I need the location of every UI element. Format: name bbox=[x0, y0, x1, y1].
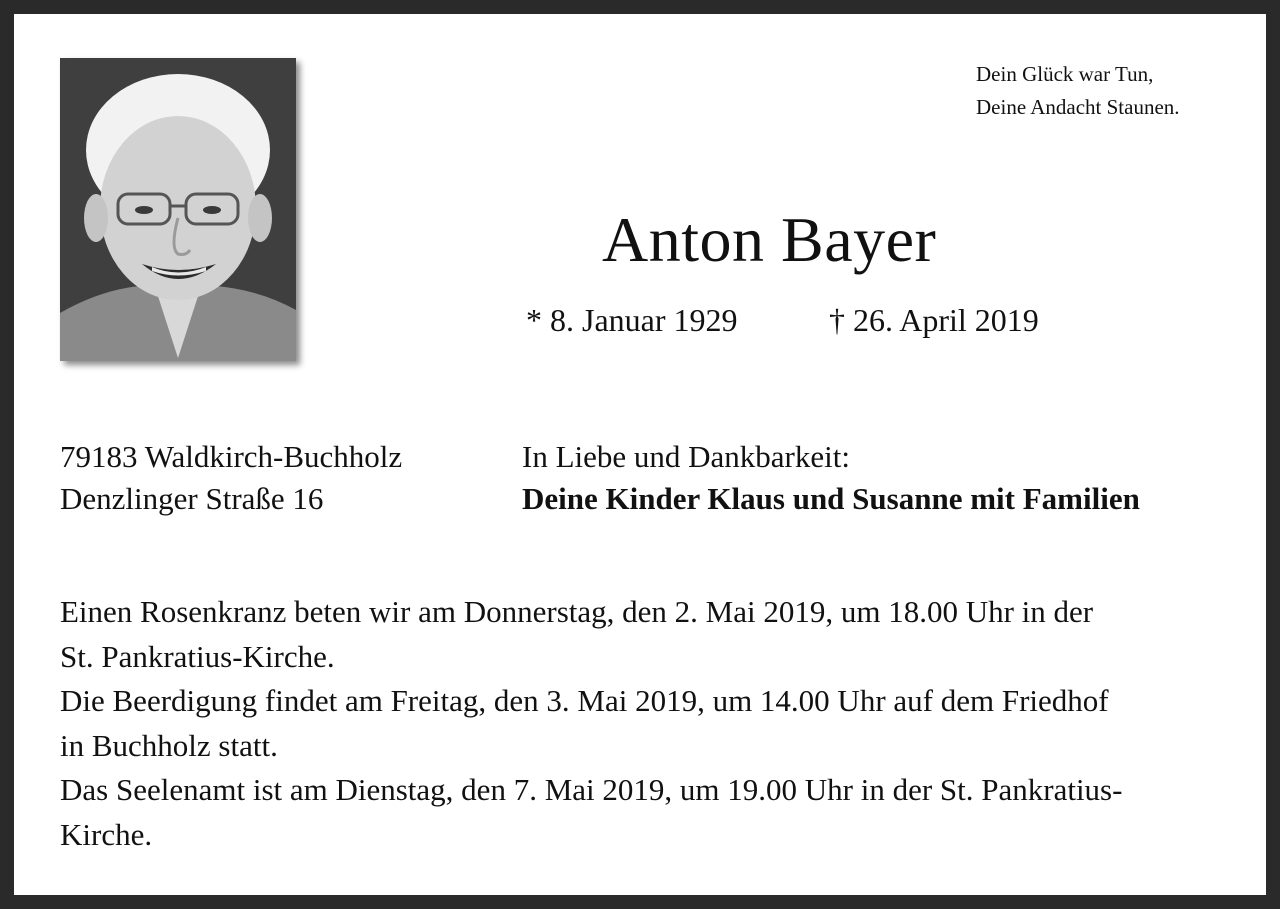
obituary-card bbox=[14, 14, 1266, 895]
notice-line: Einen Rosenkranz beten wir am Donnerstag, den 2. Mai 2019, um 18.00 Uhr in der bbox=[60, 594, 1094, 629]
notice-line: Die Beerdigung findet am Freitag, den 3. Mai 2019, um 14.00 Uhr auf dem Friedhof bbox=[60, 683, 1109, 718]
address-line: Denzlinger Straße 16 bbox=[60, 481, 324, 516]
service-notice bbox=[60, 590, 1225, 857]
mourners-signers: Deine Kinder Klaus und Susanne mit Familien bbox=[522, 481, 1140, 516]
death-date: † 26. April 2019 bbox=[829, 302, 1039, 338]
mourners-block bbox=[522, 436, 1140, 520]
address-line: 79183 Waldkirch-Buchholz bbox=[60, 439, 403, 474]
motto-line: Deine Andacht Staunen. bbox=[976, 95, 1180, 119]
notice-line: in Buchholz statt. bbox=[60, 727, 278, 763]
motto-quote bbox=[976, 58, 1180, 124]
address-block bbox=[60, 436, 402, 520]
portrait-photo bbox=[60, 58, 296, 361]
notice-line: Das Seelenamt ist am Dienstag, den 7. Mai 2019, um 19.00 Uhr in der St. Pankratius- bbox=[60, 772, 1123, 807]
deceased-name: Anton Bayer bbox=[602, 204, 937, 275]
mourners-intro: In Liebe und Dankbarkeit: bbox=[522, 439, 850, 474]
portrait-icon bbox=[60, 58, 296, 361]
notice-line: St. Pankratius-Kirche. bbox=[60, 638, 335, 674]
notice-line: Kirche. bbox=[60, 816, 153, 852]
birth-date: * 8. Januar 1929 bbox=[526, 302, 738, 338]
motto-line: Dein Glück war Tun, bbox=[976, 62, 1154, 86]
